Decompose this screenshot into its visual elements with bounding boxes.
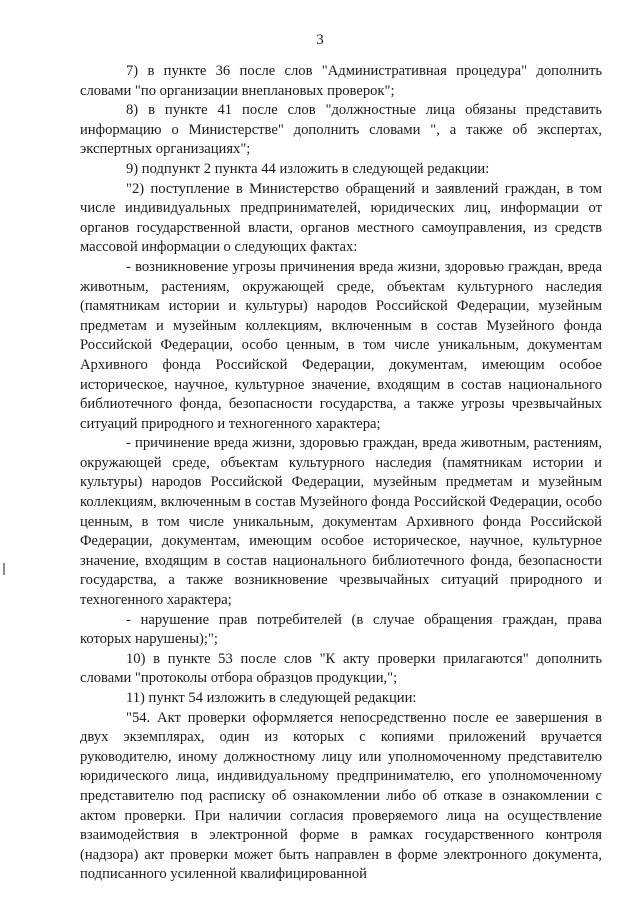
document-body <box>80 62 602 885</box>
paragraph-item-11: 11) пункт 54 изложить в следующей редакции: <box>126 690 417 706</box>
paragraph-bullet-harm: - причинение вреда жизни, здоровью граждан, вреда животным, растениям, окружающей среде, объектам культурного наследия (памятникам истории и культуры) народов Российской Федерации, музейным предметам и музейным коллекциям, включенным в состав Музейного фонда Российской Федерации, особо ценным, в том числе уникальным, документам Архивного фонда Российской Федерации, документам, имеющим особое историческое, научное, культурное значение, входящим в состав национального библиотечного фонда, безопасности государства, а также возникновение чрезвычайных ситуаций природного и техногенного характера; <box>80 435 602 609</box>
paragraph-item-10: 10) в пункте 53 после слов "К акту проверки прилагаются" дополнить словами "протоколы отбора образцов продукции,"; <box>80 650 602 687</box>
scan-edge-mark <box>3 563 5 575</box>
paragraph-item-7: 7) в пункте 36 после слов "Административная процедура" дополнить словами "по организации внеплановых проверок"; <box>80 63 602 99</box>
paragraph-item-9: 9) подпункт 2 пункта 44 изложить в следующей редакции: <box>126 160 490 177</box>
paragraph-bullet-threat: - возникновение угрозы причинения вреда жизни, здоровью граждан, вреда животным, растениям, окружающей среде, объектам культурного наследия (памятникам истории и культуры) народов Российской Федерации, музейным предметам и музейным коллекциям, включенным в состав Музейного фонда Российской Федерации, особо ценным, в том числе уникальным, документам Архивного фонда Российской Федерации, документам, имеющим особое историческое, научное, культурное значение, входящим в состав национального библиотечного фонда, безопасности государства, а также угрозы чрезвычайных ситуаций природного и техногенного характера; <box>80 258 602 432</box>
paragraph-subitem-2: "2) поступление в Министерство обращений и заявлений граждан, в том числе индивидуальных предпринимателей, юридических лиц, информации от органов государственной власти, органов местного самоуправления, из средств массовой информации о следующих фактах: <box>80 180 602 256</box>
page-number: 3 <box>316 32 324 48</box>
paragraph-item-8: 8) в пункте 41 после слов "должностные лица обязаны представить информацию о Министерстве" дополнить словами ", а также об экспертах, экспертных организациях"; <box>80 102 602 158</box>
paragraph-bullet-consumer-rights: - нарушение прав потребителей (в случае обращения граждан, права которых нарушены);"; <box>80 611 602 648</box>
paragraph-clause-54: "54. Акт проверки оформляется непосредственно после ее завершения в двух экземплярах, один из которых с копиями приложений вручается руководителю, иному должностному лицу или уполномоченному представителю юридического лица, индивидуальному предпринимателю, его уполномоченному представителю под расписку об ознакомлении либо об отказе в ознакомлении с актом проверки. При наличии согласия проверяемого лица на осуществление взаимодействия в электронной форме в рамках государственного контроля (надзора) акт проверки может быть направлен в форме электронного документа, подписанного усиленной квалифицированной <box>80 709 602 883</box>
